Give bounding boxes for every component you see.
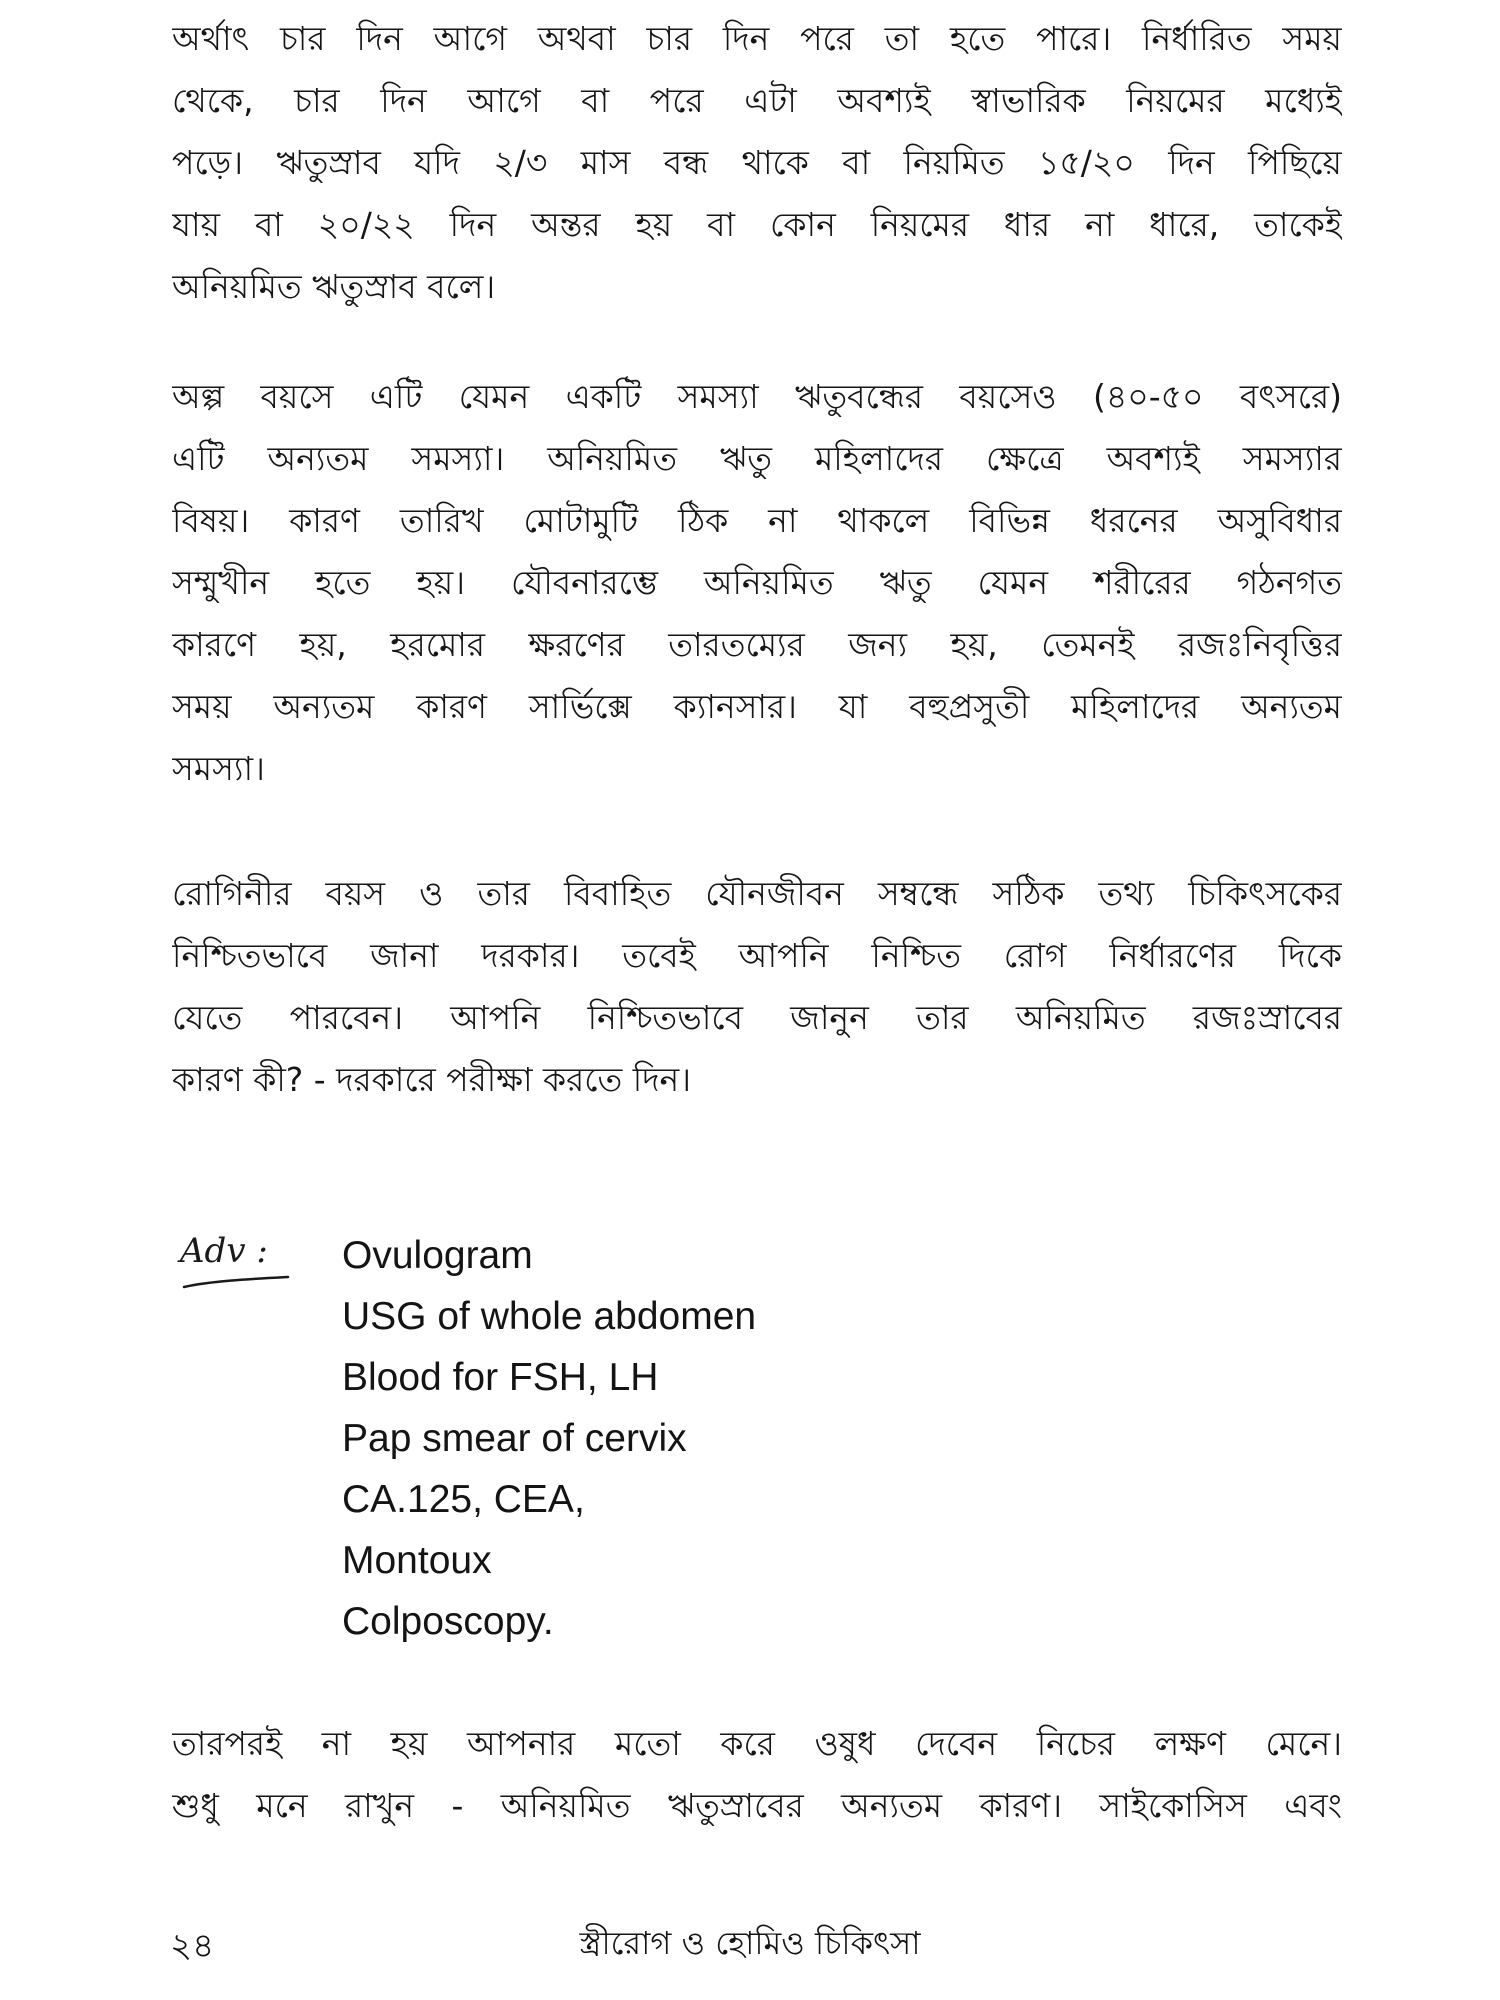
list-item: CA.125, CEA,: [342, 1478, 585, 1521]
list-item: Colposcopy.: [342, 1600, 554, 1643]
text-line: অল্প বয়সে এটি যেমন একটি সমস্যা ঋতুবন্ধের বয়সেও (৪০-৫০ বৎসরে): [172, 377, 1342, 416]
paragraph-1: [172, 18, 1342, 328]
text-line: বিষয়। কারণ তারিখ মোটামুটি ঠিক না থাকলে বিভিন্ন ধরনের অসুবিধার: [172, 501, 1342, 540]
text-line: সমস্যা।: [172, 749, 265, 788]
list-item: Blood for FSH, LH: [342, 1356, 659, 1399]
text-line: অনিয়মিত ঋতুস্রাব বলে।: [172, 267, 496, 306]
text-line: কারণে হয়, হরমোর ক্ষরণের তারতম্যের জন্য হয়, তেমনই রজঃনিবৃত্তির: [172, 625, 1342, 664]
page-number: ২৪: [170, 1926, 215, 1966]
list-item: Montoux: [342, 1539, 492, 1582]
text-line: সময় অন্যতম কারণ সার্ভিক্সে ক্যানসার। যা বহুপ্রসুতী মহিলাদের অন্যতম: [172, 687, 1342, 726]
text-line: কারণ কী? - দরকারে পরীক্ষা করতে দিন।: [172, 1060, 692, 1099]
handwritten-underline-icon: [180, 1273, 292, 1317]
advice-list: [342, 1225, 756, 1652]
text-line: শুধু মনে রাখুন - অনিয়মিত ঋতুস্রাবের অন্যতম কারণ। সাইকোসিস এবং: [172, 1786, 1342, 1825]
paragraph-3: [172, 873, 1342, 1121]
text-line: পড়ে। ঋতুস্রাব যদি ২/৩ মাস বন্ধ থাকে বা নিয়মিত ১৫/২০ দিন পিছিয়ে: [172, 143, 1342, 182]
text-line: অর্থাৎ চার দিন আগে অথবা চার দিন পরে তা হতে পারে। নির্ধারিত সময়: [172, 19, 1342, 58]
text-line: থেকে, চার দিন আগে বা পরে এটা অবশ্যই স্বাভারিক নিয়মের মধ্যেই: [172, 81, 1342, 120]
paragraph-4: [172, 1723, 1342, 1847]
list-item: Ovulogram: [342, 1234, 533, 1277]
paragraph-2: [172, 376, 1342, 810]
advice-label: Adv :: [180, 1231, 268, 1271]
book-title: স্ত্রীরোগ ও হোমিও চিকিৎসা: [579, 1924, 921, 1962]
text-line: রোগিনীর বয়স ও তার বিবাহিত যৌনজীবন সম্বন্ধে সঠিক তথ্য চিকিৎসকের: [172, 874, 1342, 913]
text-line: যায় বা ২০/২২ দিন অন্তর হয় বা কোন নিয়মের ধার না ধারে, তাকেই: [172, 205, 1342, 244]
text-line: তারপরই না হয় আপনার মতো করে ওষুধ দেবেন নিচের লক্ষণ মেনে।: [172, 1724, 1342, 1763]
text-line: এটি অন্যতম সমস্যা। অনিয়মিত ঋতু মহিলাদের ক্ষেত্রে অবশ্যই সমস্যার: [172, 439, 1342, 478]
text-line: নিশ্চিতভাবে জানা দরকার। তবেই আপনি নিশ্চিত রোগ নির্ধারণের দিকে: [172, 936, 1342, 975]
list-item: Pap smear of cervix: [342, 1417, 687, 1460]
list-item: USG of whole abdomen: [342, 1295, 757, 1338]
text-line: সম্মুখীন হতে হয়। যৌবনারম্ভে অনিয়মিত ঋতু যেমন শরীরের গঠনগত: [172, 563, 1342, 602]
text-line: যেতে পারবেন। আপনি নিশ্চিতভাবে জানুন তার অনিয়মিত রজঃস্রাবের: [172, 998, 1342, 1037]
